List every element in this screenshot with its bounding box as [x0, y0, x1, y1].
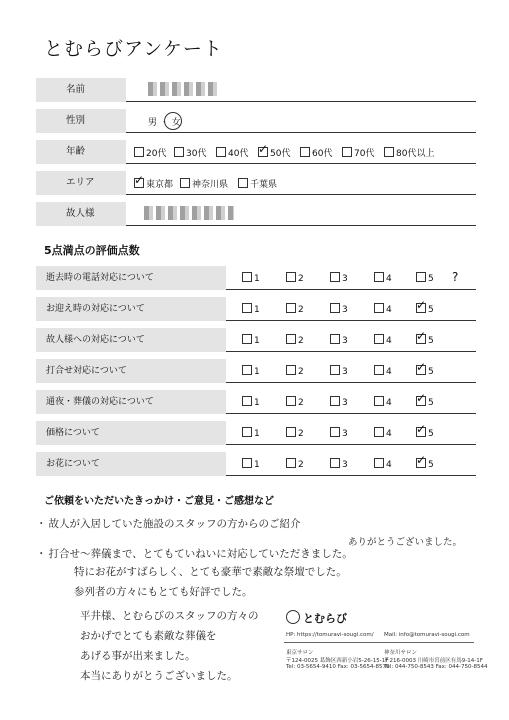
checkbox-icon: [174, 147, 184, 157]
checkbox-icon: [330, 458, 340, 468]
comments-heading: ご依頼をいただいたきっかけ・ご意見・ご感想など: [44, 496, 274, 507]
checkbox-icon: [416, 303, 426, 313]
area-option: 神奈川県: [180, 177, 228, 190]
rating-row: [36, 359, 476, 383]
rating-row: [36, 297, 476, 321]
rating-question-label: 通夜・葬儀の対応について: [36, 390, 226, 414]
area-option: ✓ 東京都: [134, 177, 173, 190]
rating-option: 3: [330, 334, 348, 346]
checkbox-icon: [180, 178, 190, 188]
rating-option: 3: [330, 458, 348, 470]
age-option: 40代: [216, 146, 248, 159]
footer-salon2-tel: Tel: 044-750-8543 Fax: 044-750-8544: [384, 664, 488, 670]
footer-mail: Mail: info@tomuravi-sougi.com: [384, 632, 470, 638]
footer-salon1-tel: Tel: 03-5654-9410 Fax: 03-5654-8570: [286, 664, 390, 670]
checkbox-icon: [330, 303, 340, 313]
name-label: 名前: [36, 78, 126, 102]
comment-line: ・ 打合せ〜葬儀まで、とてもていねいに対応していただきました。: [36, 546, 353, 561]
comment-line: 平井様、とむらびのスタッフの方々の: [80, 610, 259, 622]
checkbox-icon: [242, 334, 252, 344]
brand-logo-icon: [286, 610, 300, 624]
checkbox-icon: [134, 147, 144, 157]
rating-row: [36, 266, 476, 290]
rating-option: 2: [286, 365, 304, 377]
checkbox-icon: [374, 303, 384, 313]
checkbox-icon: [216, 147, 226, 157]
deceased-label: 故人様: [36, 202, 126, 226]
rating-option: ✓ 5: [416, 458, 434, 470]
rating-option: 1: [242, 365, 260, 377]
rating-question-label: 故人様への対応について: [36, 328, 226, 352]
age-option: 70代: [342, 146, 374, 159]
gender-circle-mark: [164, 112, 182, 130]
footer-salon1-addr: 〒124-0025 葛飾区西新小岩5-26-15-1F: [286, 658, 389, 664]
rating-option: 4: [374, 272, 392, 284]
comment-line: 特にお花がすばらしく、とても豪華で素敵な祭壇でした。: [74, 566, 347, 578]
rating-option: 2: [286, 334, 304, 346]
checkbox-icon: [286, 272, 296, 282]
checkbox-icon: [330, 272, 340, 282]
rating-option: 1: [242, 272, 260, 284]
checkbox-icon: [342, 147, 352, 157]
checkbox-icon: [286, 427, 296, 437]
checkbox-icon: [134, 178, 144, 188]
rating-option: 3: [330, 365, 348, 377]
rating-row: [36, 421, 476, 445]
rating-question-label: お迎え時の対応について: [36, 297, 226, 321]
rating-option: 4: [374, 365, 392, 377]
comment-line: 参列者の方々にもとても好評でした。: [74, 586, 253, 598]
rating-option: 2: [286, 396, 304, 408]
checkbox-icon: [286, 458, 296, 468]
footer-hp: HP: https://tomuravi-sougi.com/: [286, 632, 374, 638]
checkbox-icon: [300, 147, 310, 157]
redacted-deceased-name: [144, 206, 234, 220]
checkbox-icon: [286, 396, 296, 406]
rating-question-label: 価格について: [36, 421, 226, 445]
footer-salon2-addr: 〒216-0003 川崎市宮前区有馬9-14-1F: [384, 658, 483, 664]
checkbox-icon: [330, 427, 340, 437]
rating-option: 1: [242, 427, 260, 439]
checkbox-icon: [374, 396, 384, 406]
comment-line: 本当にありがとうございました。: [80, 670, 238, 682]
rating-option: 3: [330, 427, 348, 439]
checkbox-icon: [416, 334, 426, 344]
rating-option: 3: [330, 272, 348, 284]
checkbox-icon: [330, 396, 340, 406]
checkbox-icon: [242, 396, 252, 406]
age-option: 80代以上: [384, 146, 434, 159]
area-option: 千葉県: [238, 177, 277, 190]
gender-label: 性別: [36, 109, 126, 133]
rating-option: ✓ 5: [416, 396, 434, 408]
gender-row: [36, 109, 476, 133]
rating-row: [36, 328, 476, 352]
checkbox-icon: [374, 427, 384, 437]
checkbox-icon: [330, 334, 340, 344]
age-option: 60代: [300, 146, 332, 159]
comment-line: おかげでとても素敵な葬儀を: [80, 630, 217, 642]
rating-option: ✓ 5: [416, 303, 434, 315]
rating-option: 1: [242, 303, 260, 315]
rating-option: 4: [374, 427, 392, 439]
rating-option: 4: [374, 303, 392, 315]
checkbox-icon: [374, 365, 384, 375]
checkbox-icon: [416, 365, 426, 375]
checkbox-icon: [384, 147, 394, 157]
rating-option: 1: [242, 334, 260, 346]
rating-option: 4: [374, 458, 392, 470]
comment-line: ・ 故人が入居していた施設のスタッフの方からのご紹介: [36, 516, 301, 531]
checkbox-icon: [416, 427, 426, 437]
rating-row: [36, 452, 476, 476]
rating-option: 3: [330, 303, 348, 315]
rating-question-label: お花について: [36, 452, 226, 476]
comment-line: ありがとうございました。: [348, 537, 463, 548]
rating-question-label: 打合せ対応について: [36, 359, 226, 383]
age-label: 年齢: [36, 140, 126, 164]
checkbox-icon: [242, 303, 252, 313]
age-option: 20代: [134, 146, 166, 159]
checkbox-icon: [242, 272, 252, 282]
footer-salon2-name: 神奈川サロン: [384, 650, 418, 656]
redacted-name: [148, 82, 220, 96]
rating-option: ✓ 5: [416, 365, 434, 377]
name-row: [36, 78, 476, 102]
rating-option: ✓ 5: [416, 427, 434, 439]
checkbox-icon: [286, 303, 296, 313]
rating-option: 3: [330, 396, 348, 408]
age-option: ✓ 50代: [258, 146, 290, 159]
checkbox-icon: [374, 272, 384, 282]
checkbox-icon: [416, 272, 426, 282]
checkbox-icon: [242, 365, 252, 375]
area-label: エリア: [36, 171, 126, 195]
checkbox-icon: [416, 396, 426, 406]
rating-option: 1: [242, 396, 260, 408]
rating-option: 4: [374, 396, 392, 408]
rating-option: ✓ 5: [416, 334, 434, 346]
page-title: とむらびアンケート: [44, 38, 223, 60]
checkbox-icon: [416, 458, 426, 468]
area-row: [36, 171, 476, 195]
rating-option: 2: [286, 272, 304, 284]
checkbox-icon: [238, 178, 248, 188]
handwritten-question-mark: ?: [452, 270, 459, 284]
checkbox-icon: [242, 427, 252, 437]
gender-options: 男 ・ 女: [148, 118, 181, 128]
checkbox-icon: [286, 365, 296, 375]
rating-question-label: 逝去時の電話対応について: [36, 266, 226, 290]
rating-option: 4: [374, 334, 392, 346]
rating-row: [36, 390, 476, 414]
comment-line: あげる事が出来ました。: [80, 650, 196, 662]
age-option: 30代: [174, 146, 206, 159]
checkbox-icon: [374, 334, 384, 344]
footer-salon1-name: 東京サロン: [286, 650, 314, 656]
deceased-row: [36, 202, 476, 226]
rating-option: 5: [416, 272, 434, 284]
checkbox-icon: [286, 334, 296, 344]
rating-option: 2: [286, 458, 304, 470]
age-row: [36, 140, 476, 164]
checkbox-icon: [374, 458, 384, 468]
checkbox-icon: [242, 458, 252, 468]
rating-option: 1: [242, 458, 260, 470]
rating-section-title: 5点満点の評価点数: [44, 244, 140, 257]
rating-option: 2: [286, 303, 304, 315]
brand: とむらび: [286, 610, 347, 626]
checkbox-icon: [330, 365, 340, 375]
checkbox-icon: [258, 147, 268, 157]
rating-option: 2: [286, 427, 304, 439]
